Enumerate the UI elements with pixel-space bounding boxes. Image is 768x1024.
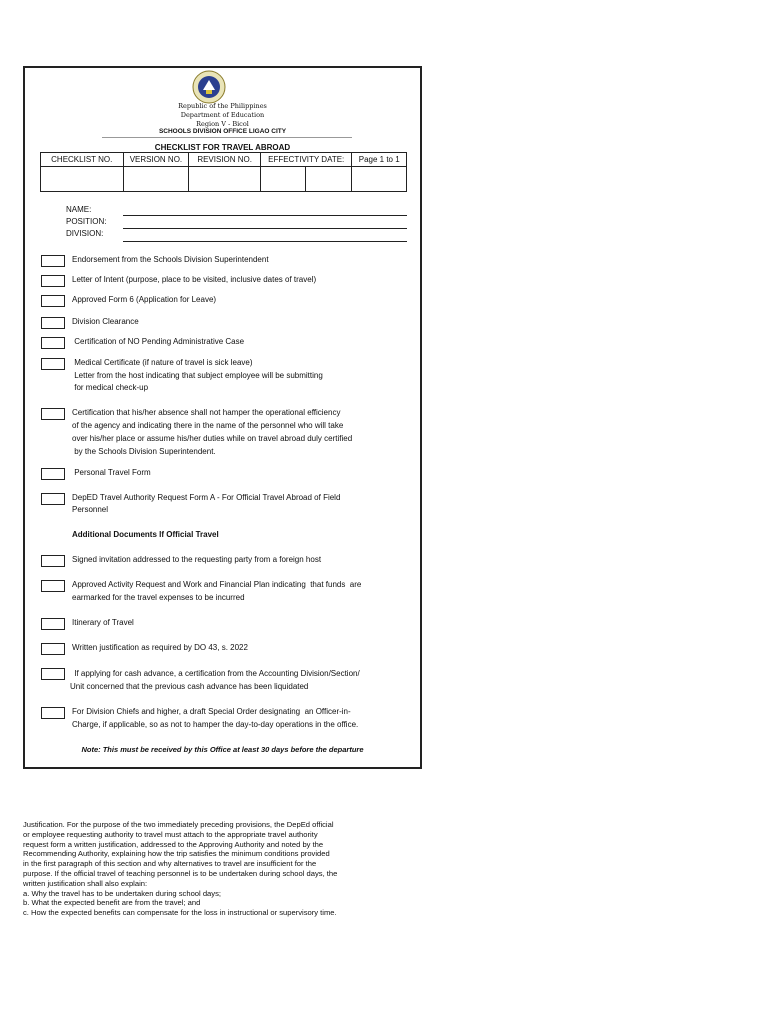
header-republic: Republic of the Philippines bbox=[178, 102, 267, 110]
item-cash-advance-line2: Unit concerned that the previous cash advance has been liquidated bbox=[70, 682, 309, 691]
effectivity-date-header: EFFECTIVITY DATE: bbox=[261, 153, 352, 167]
checkbox-medical-certificate[interactable] bbox=[41, 358, 65, 370]
item-special-order: For Division Chiefs and higher, a draft Special Order designating an Officer-in- bbox=[72, 707, 351, 716]
item-division-clearance: Division Clearance bbox=[72, 317, 139, 326]
checkbox-travel-authority-form-a[interactable] bbox=[41, 493, 65, 505]
revision-no-cell[interactable] bbox=[189, 167, 261, 192]
justification-line: in the first paragraph of this section and why alternatives to travel are insufficient for the bbox=[23, 859, 317, 869]
justification-line: Justification. For the purpose of the two immediately preceding provisions, the DepEd official bbox=[23, 820, 334, 829]
checkbox-special-order[interactable] bbox=[41, 707, 65, 719]
page-header: Page 1 to 1 bbox=[352, 153, 407, 167]
version-no-header: VERSION NO. bbox=[123, 153, 189, 167]
item-medical-certificate: Medical Certificate (if nature of travel is sick leave) bbox=[72, 358, 253, 367]
header-office: SCHOOLS DIVISION OFFICE LIGAO CITY bbox=[158, 128, 287, 135]
submission-note: Note: This must be received by this Office at least 30 days before the departure bbox=[81, 745, 364, 754]
item-itinerary: Itinerary of Travel bbox=[72, 618, 134, 627]
item-activity-request-line2: earmarked for the travel expenses to be incurred bbox=[72, 593, 245, 602]
justification-text bbox=[23, 820, 423, 918]
justification-line: b. What the expected benefit are from the travel; and bbox=[23, 898, 201, 908]
checkbox-endorsement[interactable] bbox=[41, 255, 65, 267]
item-absence-certification-line2: of the agency and indicating there in the name of the personnel who will take bbox=[72, 421, 344, 430]
item-letter-of-intent: Letter of Intent (purpose, place to be visited, inclusive dates of travel) bbox=[72, 275, 317, 284]
item-medical-certificate-line3: for medical check-up bbox=[72, 383, 149, 392]
division-field-line[interactable] bbox=[123, 241, 407, 242]
effectivity-date-cell-b[interactable] bbox=[306, 167, 352, 192]
position-label: POSITION: bbox=[66, 217, 107, 226]
checkbox-cash-advance[interactable] bbox=[41, 668, 65, 680]
checkbox-signed-invitation[interactable] bbox=[41, 555, 65, 567]
checkbox-personal-travel-form[interactable] bbox=[41, 468, 65, 480]
item-no-pending-case: Certification of NO Pending Administrative Case bbox=[72, 337, 245, 346]
item-form-6: Approved Form 6 (Application for Leave) bbox=[72, 295, 217, 304]
deped-seal-logo bbox=[190, 70, 228, 104]
item-travel-authority-form-a-line2: Personnel bbox=[72, 505, 109, 514]
justification-line: request form a written justification, addressed to the Approving Authority and noted by the bbox=[23, 839, 324, 849]
item-activity-request: Approved Activity Request and Work and Financial Plan indicating that funds are bbox=[72, 580, 362, 589]
item-special-order-line2: Charge, if applicable, so as not to hamper the day-to-day operations in the office. bbox=[72, 720, 359, 729]
item-signed-invitation: Signed invitation addressed to the requesting party from a foreign host bbox=[72, 555, 322, 564]
checklist-no-cell[interactable] bbox=[41, 167, 124, 192]
justification-line: a. Why the travel has to be undertaken during school days; bbox=[23, 888, 221, 898]
item-absence-certification: Certification that his/her absence shall not hamper the operational efficiency bbox=[72, 408, 341, 417]
item-written-justification: Written justification as required by DO 43, s. 2022 bbox=[72, 643, 248, 652]
item-personal-travel-form: Personal Travel Form bbox=[72, 468, 151, 477]
item-medical-certificate-line2: Letter from the host indicating that subject employee will be submitting bbox=[72, 371, 323, 380]
checkbox-activity-request[interactable] bbox=[41, 580, 65, 592]
item-cash-advance: If applying for cash advance, a certification from the Accounting Division/Section/ bbox=[72, 669, 360, 678]
item-endorsement: Endorsement from the Schools Division Superintendent bbox=[72, 255, 269, 264]
additional-documents-heading: Additional Documents If Official Travel bbox=[72, 530, 219, 539]
version-no-cell[interactable] bbox=[123, 167, 189, 192]
page-cell[interactable] bbox=[352, 167, 407, 192]
checkbox-written-justification[interactable] bbox=[41, 643, 65, 655]
justification-line: written justification shall also explain: bbox=[23, 878, 148, 888]
checkbox-no-pending-case[interactable] bbox=[41, 337, 65, 349]
form-title: CHECKLIST FOR TRAVEL ABROAD bbox=[154, 143, 291, 152]
header-department: Department of Education bbox=[180, 111, 265, 119]
effectivity-date-cell-a[interactable] bbox=[261, 167, 306, 192]
item-travel-authority-form-a: DepED Travel Authority Request Form A - For Official Travel Abroad of Field bbox=[72, 493, 341, 502]
checkbox-itinerary[interactable] bbox=[41, 618, 65, 630]
justification-line: purpose. If the official travel of teaching personnel is to be undertaken during school days, the bbox=[23, 868, 338, 878]
header-region: Region V - Bicol bbox=[196, 120, 249, 128]
name-label: NAME: bbox=[66, 205, 92, 214]
justification-line: Recommending Authority, explaining how the trip satisfies the minimum conditions provided bbox=[23, 849, 330, 859]
justification-line: or employee requesting authority to travel must attach to the appropriate travel authority bbox=[23, 829, 318, 839]
justification-line: c. How the expected benefits can compensate for the loss in instructional or supervisory time. bbox=[23, 908, 337, 918]
header-divider bbox=[102, 137, 352, 138]
checkbox-letter-of-intent[interactable] bbox=[41, 275, 65, 287]
division-label: DIVISION: bbox=[66, 229, 104, 238]
revision-no-header: REVISION NO. bbox=[189, 153, 261, 167]
checkbox-absence-certification[interactable] bbox=[41, 408, 65, 420]
name-field-line[interactable] bbox=[123, 215, 407, 216]
checklist-no-header: CHECKLIST NO. bbox=[41, 153, 124, 167]
position-field-line[interactable] bbox=[123, 228, 407, 229]
checkbox-division-clearance[interactable] bbox=[41, 317, 65, 329]
checkbox-form-6[interactable] bbox=[41, 295, 65, 307]
item-absence-certification-line3: over his/her place or assume his/her duties while on travel abroad duly certified bbox=[72, 434, 353, 443]
checklist-meta-table bbox=[40, 152, 407, 192]
item-absence-certification-line4: by the Schools Division Superintendent. bbox=[72, 447, 216, 456]
